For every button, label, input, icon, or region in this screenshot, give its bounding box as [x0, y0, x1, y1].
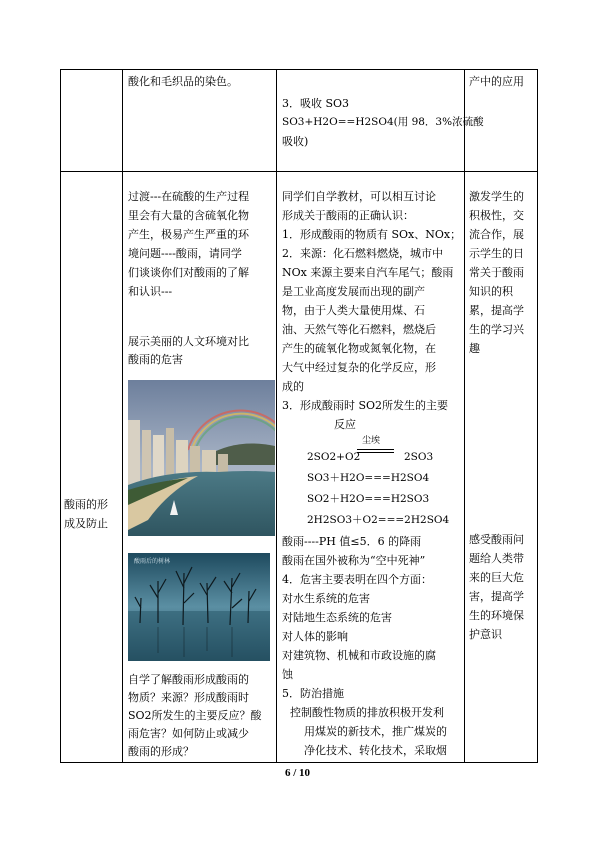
topic-line-1: 酸雨的形: [64, 498, 108, 511]
teacher-question-line: 物质？来源？形成酸雨时: [128, 691, 249, 704]
equation-1-left: 2SO2+O2: [307, 451, 361, 463]
purpose-line: 知识的积: [469, 285, 513, 298]
purpose-line: 来的巨大危: [469, 571, 524, 584]
purpose-line: 常关于酸雨: [469, 266, 524, 279]
purpose-line: 害，提高学: [469, 590, 524, 603]
student-line: 3．形成酸雨时 SO2所发生的主要: [282, 399, 449, 412]
purpose-line: 累，提高学: [469, 304, 524, 317]
reaction-word: 反应: [334, 418, 356, 431]
student-line: 油、天然气等化石燃料，燃烧后: [282, 323, 436, 336]
dead-forest-image: [128, 553, 270, 661]
row1-equation: SO3+H2O==H2SO4(用 98．3%浓硫酸: [282, 116, 484, 128]
teacher-line: 境问题----酸雨，请同学: [128, 247, 242, 260]
equation-2: SO3＋H2O===H2SO4: [307, 472, 430, 484]
student-line: NOx 来源主要来自汽车尾气；酸雨: [282, 266, 454, 279]
purpose-line: 生的环境保: [469, 609, 524, 622]
student-line: 1．形成酸雨的物质有 SOx、NOx；: [282, 228, 462, 241]
purpose-line: 生的学习兴: [469, 323, 524, 336]
reaction-arrow: [357, 449, 394, 450]
col-line-1: [60, 69, 61, 763]
topic-line-2: 成及防止: [64, 517, 108, 530]
row1-equation-cont: 吸收): [282, 135, 309, 148]
reaction-arrow: [357, 452, 394, 453]
student-line: 产生的硫氧化物或氮氧化物，在: [282, 342, 436, 355]
student-line: 控制酸性物质的排放积极开发利: [290, 706, 444, 719]
equation-4: 2H2SO3＋O2===2H2SO4: [307, 514, 450, 526]
student-line: 用煤炭的新技术，推广煤炭的: [304, 725, 447, 738]
student-line: 对陆地生态系统的危害: [282, 611, 392, 624]
student-line: 同学们自学教材，可以相互讨论: [282, 190, 436, 203]
student-line: 大气中经过复杂的化学反应，形: [282, 361, 436, 374]
table-border-bottom: [60, 762, 538, 763]
col-line-5: [537, 69, 538, 763]
student-line: 成的: [282, 380, 304, 393]
col-line-4: [464, 69, 465, 763]
student-line: 酸雨在国外被称为“空中死神”: [282, 554, 426, 567]
image-caption: 酸雨后的树林: [134, 558, 171, 565]
catalyst-label: 尘埃: [362, 436, 381, 446]
teacher-question-line: SO2所发生的主要反应？酸: [128, 709, 262, 722]
purpose-line: 感受酸雨问: [469, 533, 524, 546]
student-line: 2．来源：化石燃料燃烧，城市中: [282, 247, 443, 260]
teacher-show-line: 展示美丽的人文环境对比: [128, 335, 249, 348]
row1-purpose: 产中的应用: [469, 75, 524, 88]
table-border-top: [60, 69, 538, 70]
equation-1-right: 2SO3: [404, 451, 434, 463]
teacher-question-line: 酸雨的形成？: [128, 745, 194, 758]
equation-3: SO2＋H2O===H2SO3: [307, 493, 430, 505]
purpose-line: 趣: [469, 342, 480, 355]
student-line: 5．防治措施: [282, 687, 344, 700]
student-line: 物，由于人类大量使用煤、石: [282, 304, 425, 317]
teacher-line: 们谈谈你们对酸雨的了解: [128, 266, 249, 279]
teacher-show-line: 酸雨的危害: [128, 353, 183, 366]
row1-teacher-text: 酸化和毛织品的染色。: [128, 75, 238, 88]
student-line: 酸雨----PH 值≤5．6 的降雨: [282, 535, 422, 548]
teacher-question-line: 自学了解酸雨形成酸雨的: [128, 673, 249, 686]
purpose-line: 积极性，交: [469, 209, 524, 222]
teacher-question-line: 雨危害？如何防止或减少: [128, 727, 249, 740]
purpose-line: 示学生的日: [469, 247, 524, 260]
teacher-line: 里会有大量的含硫氧化物: [128, 209, 249, 222]
purpose-line: 题给人类带: [469, 552, 524, 565]
student-line: 4．危害主要表明在四个方面：: [282, 573, 432, 586]
student-line: 净化技术、转化技术，采取烟: [304, 744, 447, 757]
student-line: 是工业高度发展而出现的副产: [282, 285, 425, 298]
purpose-line: 激发学生的: [469, 190, 524, 203]
student-line: 对建筑物、机械和市政设施的腐: [282, 649, 436, 662]
page-number: 6 / 10: [284, 767, 311, 779]
purpose-line: 流合作，展: [469, 228, 524, 241]
beach-rainbow-image: [128, 380, 275, 536]
col-line-3: [276, 69, 277, 763]
purpose-line: 护意识: [469, 628, 502, 641]
teacher-line: 产生，极易产生严重的环: [128, 228, 249, 241]
row1-absorb-heading: 3．吸收 SO3: [282, 97, 350, 110]
col-line-2: [122, 69, 123, 763]
student-line: 对人体的影响: [282, 630, 348, 643]
teacher-line: 和认识---: [128, 285, 173, 298]
row-divider: [60, 171, 538, 172]
student-line: 对水生系统的危害: [282, 592, 370, 605]
student-line: 蚀: [282, 668, 293, 681]
student-line: 形成关于酸雨的正确认识：: [282, 209, 414, 222]
teacher-line: 过渡---在硫酸的生产过程: [128, 190, 250, 203]
